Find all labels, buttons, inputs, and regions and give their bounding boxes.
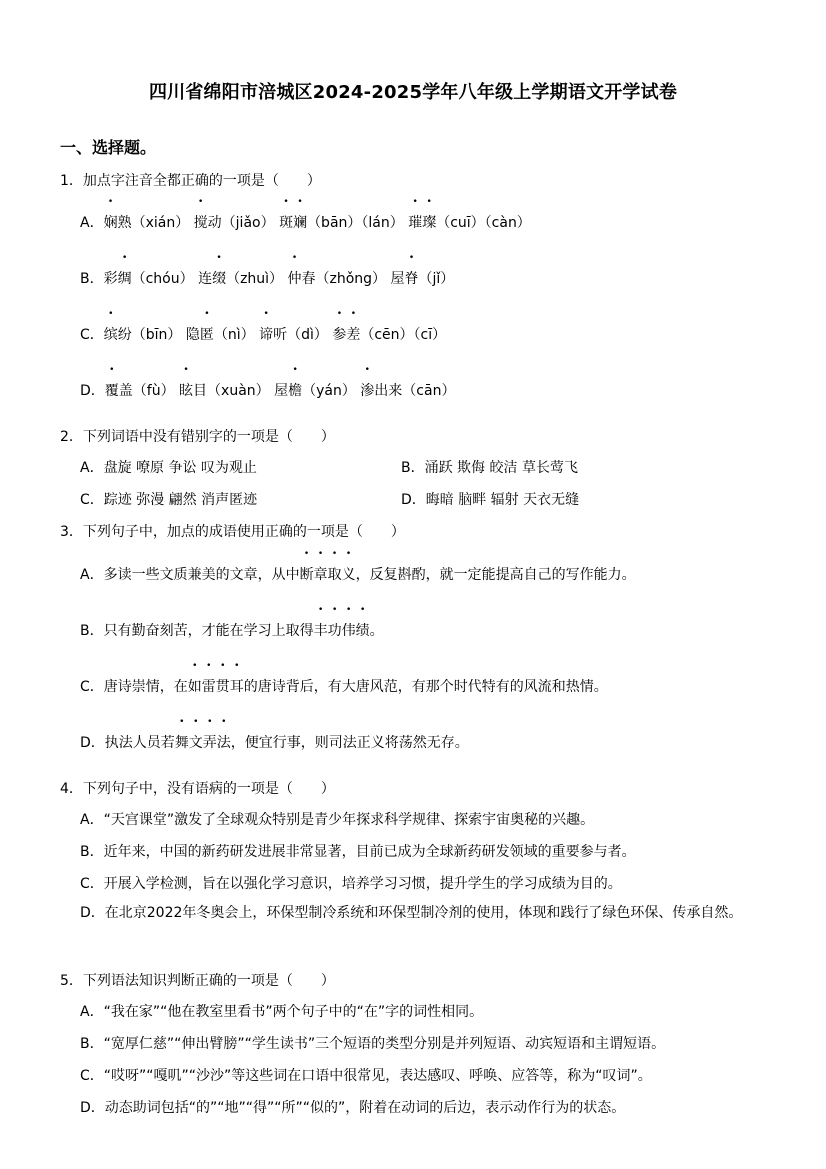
question-5-option-a: A．“我在家”“他在教室里看书”两个句子中的“在”字的词性相同。 — [80, 1004, 484, 1020]
question-3-option-b: B．只有勤奋刻苦，才能在学习上取得丰功伟绩。 — [80, 623, 384, 639]
question-1-option-b: B．彩绸（chóu） 连缀（zhuì） 仲春（zhǒng） 屋脊（jǐ） — [80, 271, 455, 287]
question-4-option-a: A．“天宫课堂”激发了全球观众特别是青少年探求科学规律、探索宇宙奥秘的兴趣。 — [80, 812, 595, 828]
question-3-option-d: D．执法人员若舞文弄法，便宜行事，则司法正义将荡然无存。 — [80, 735, 469, 751]
question-3-stem: 3．下列句子中，加点的成语使用正确的一项是（ ） — [60, 524, 405, 540]
question-2-option-a: A．盘旋 嘹原 争讼 叹为观止 — [80, 460, 257, 476]
question-3-option-a: A．多读一些文质兼美的文章，从中断章取义，反复斟酌，就一定能提高自己的写作能力。 — [80, 567, 636, 583]
question-1-option-d: D．覆盖（fù） 眩目（xuàn） 屋檐（yán） 渗出来（cān） — [80, 383, 456, 399]
question-5-option-b: B．“宽厚仁慈”“伸出臂膀”“学生读书”三个短语的类型分别是并列短语、动宾短语和主谓短语。 — [80, 1036, 666, 1052]
question-5-option-d: D．动态助词包括“的”“地”“得”“所”“似的”，附着在动词的后边，表示动作行为的状态。 — [80, 1100, 626, 1116]
question-4-option-b: B．近年来，中国的新药研发进展非常显著，目前已成为全球新药研发领域的重要参与者。 — [80, 844, 636, 860]
question-2-option-d: D．晦暗 脑畔 辐射 天衣无缝 — [401, 492, 580, 508]
question-4-stem: 4．下列句子中，没有语病的一项是（ ） — [60, 781, 335, 797]
question-2-option-b: B．涌跃 欺侮 皎洁 草长莺飞 — [401, 460, 578, 476]
question-5-stem: 5．下列语法知识判断正确的一项是（ ） — [60, 973, 335, 989]
question-3-option-c: C．唐诗崇情，在如雷贯耳的唐诗背后，有大唐风范，有那个时代特有的风流和热情。 — [80, 679, 608, 695]
question-2-stem: 2．下列词语中没有错别字的一项是（ ） — [60, 429, 335, 445]
page-title: 四川省绵阳市涪城区2024-2025学年八年级上学期语文开学试卷 — [148, 82, 678, 103]
question-5-option-c: C．“哎呀”“嘎叽”“沙沙”等这些词在口语中很常见，表达感叹、呼唤、应答等，称为“叹词”。 — [80, 1068, 652, 1084]
question-1-option-a: A．娴熟（xián） 搅动（jiǎo） 斑斓（bān）（lán） 璀璨（cuī）（càn） — [80, 215, 531, 231]
section-heading: 一、选择题。 — [60, 138, 157, 157]
question-2-option-c: C．踪迹 弥漫 翩然 消声匿迹 — [80, 492, 258, 508]
question-4-option-c: C．开展入学检测，旨在以强化学习意识，培养学习习惯，提升学生的学习成绩为目的。 — [80, 876, 622, 892]
question-1-stem: 1．加点字注音全都正确的一项是（ ） — [60, 173, 321, 189]
question-1-option-c: C．缤纷（bīn） 隐匿（nì） 谛听（dì） 参差（cēn）（cī） — [80, 327, 447, 343]
question-4-option-d: D．在北京2022年冬奥会上，环保型制冷系统和环保型制冷剂的使用，体现和践行了绿色环保、传承自然。 — [80, 905, 743, 921]
